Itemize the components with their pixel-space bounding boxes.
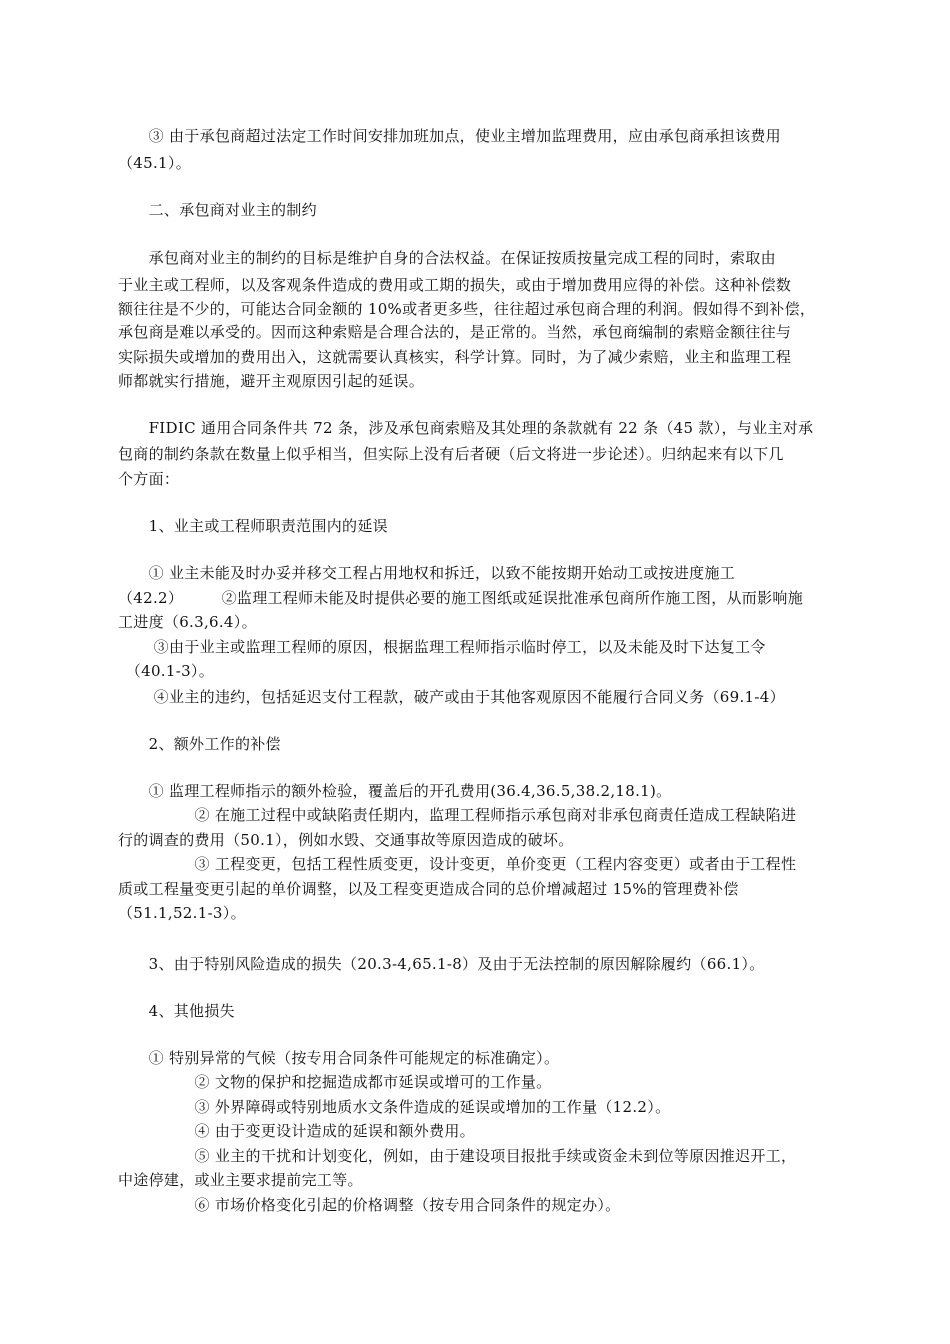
paragraph-line: ① 特别异常的气候（按专用合同条件可能规定的标准确定）。 bbox=[118, 1049, 560, 1067]
paragraph-line: ③ 工程变更，包括工程性质变更，设计变更，单价变更（工程内容变更）或者由于工程性 bbox=[118, 855, 797, 873]
paragraph-line: 额往往是不少的，可能达合同金额的 10%或者更多些，往往超过承包商合理的利润。假如得不到补偿， bbox=[118, 300, 816, 318]
section-heading: 1、业主或工程师职责范围内的延误 bbox=[118, 517, 388, 535]
paragraph-line: （51.1,52.1-3）。 bbox=[118, 904, 246, 922]
paragraph-line: ② 文物的保护和挖掘造成都市延误或增可的工作量。 bbox=[118, 1073, 552, 1091]
paragraph-line: ④业主的违约，包括延迟支付工程款，破产或由于其他客观原因不能履行合同义务（69.1-4） bbox=[118, 688, 785, 706]
section-heading: 4、其他损失 bbox=[118, 1002, 235, 1020]
paragraph-line: ② 在施工过程中或缺陷责任期内，监理工程师指示承包商对非承包商责任造成工程缺陷进 bbox=[118, 806, 797, 824]
paragraph-line: 包商的制约条款在数量上似乎相当，但实际上没有后者硬（后文将进一步论述）。归纳起来有以下几 bbox=[118, 445, 784, 463]
paragraph-line: ① 监理工程师指示的额外检验，覆盖后的开孔费用(36.4,36.5,38.2,18.1)。 bbox=[118, 782, 672, 800]
paragraph-line: 行的调查的费用（50.1），例如水毁、交通事故等原因造成的破坏。 bbox=[118, 831, 574, 849]
section-heading: 3、由于特别风险造成的损失（20.3-4,65.1-8）及由于无法控制的原因解除履约（66.1）。 bbox=[118, 955, 765, 973]
paragraph-line: ④ 由于变更设计造成的延误和额外费用。 bbox=[118, 1122, 475, 1140]
paragraph-line: ③由于业主或监理工程师的原因，根据监理工程师指示临时停工，以及未能及时下达复工令 bbox=[118, 638, 766, 656]
paragraph-line: 于业主或工程师，以及客观条件造成的费用或工期的损失，或由于增加费用应得的补偿。这种补偿数 bbox=[118, 276, 792, 294]
paragraph-line: 中途停建，或业主要求提前完工等。 bbox=[118, 1171, 363, 1189]
paragraph-line: 承包商是难以承受的。因而这种索赔是合理合法的，是正常的。当然，承包商编制的索赔金额往往与 bbox=[118, 323, 792, 341]
paragraph-line: 承包商对业主的制约的目标是维护自身的合法权益。在保证按质按量完成工程的同时，索取由 bbox=[118, 249, 776, 267]
paragraph-line: 个方面： bbox=[118, 470, 180, 488]
paragraph-line: ③ 由于承包商超过法定工作时间安排加班加点，使业主增加监理费用，应由承包商承担该费用 bbox=[118, 127, 781, 145]
paragraph-line: （40.1-3）。 bbox=[118, 662, 215, 680]
paragraph-line: ③ 外界障碍或特别地质水文条件造成的延误或增加的工作量（12.2）。 bbox=[118, 1098, 671, 1116]
section-heading: 二、承包商对业主的制约 bbox=[118, 201, 317, 219]
paragraph-line: ⑥ 市场价格变化引起的价格调整（按专用合同条件的规定办）。 bbox=[118, 1196, 621, 1214]
section-heading: 2、额外工作的补偿 bbox=[118, 735, 281, 753]
paragraph-line: 质或工程量变更引起的单价调整，以及工程变更造成合同的总价增减超过 15%的管理费补偿 bbox=[118, 880, 739, 898]
paragraph-line: 工进度（6.3,6.4）。 bbox=[118, 613, 257, 631]
paragraph-line: （42.2） ②监理工程师未能及时提供必要的施工图纸或延误批准承包商所作施工图，从而影响施 bbox=[118, 589, 804, 607]
paragraph-line: ⑤ 业主的干扰和计划变化，例如，由于建设项目报批手续或资金未到位等原因推迟开工， bbox=[118, 1147, 797, 1165]
paragraph-line: 师都就实行措施，避开主观原因引起的延误。 bbox=[118, 372, 425, 390]
paragraph-line: ① 业主未能及时办妥并移交工程占用地权和拆迁，以致不能按期开始动工或按进度施工 bbox=[118, 564, 736, 582]
paragraph-line: （45.1）。 bbox=[118, 154, 191, 172]
paragraph-line: FIDIC 通用合同条件共 72 条，涉及承包商索赔及其处理的条款就有 22 条（45 款），与业主对承 bbox=[118, 419, 814, 437]
paragraph-line: 实际损失或增加的费用出入，这就需要认真核实，科学计算。同时，为了减少索赔，业主和监理工程 bbox=[118, 348, 792, 366]
